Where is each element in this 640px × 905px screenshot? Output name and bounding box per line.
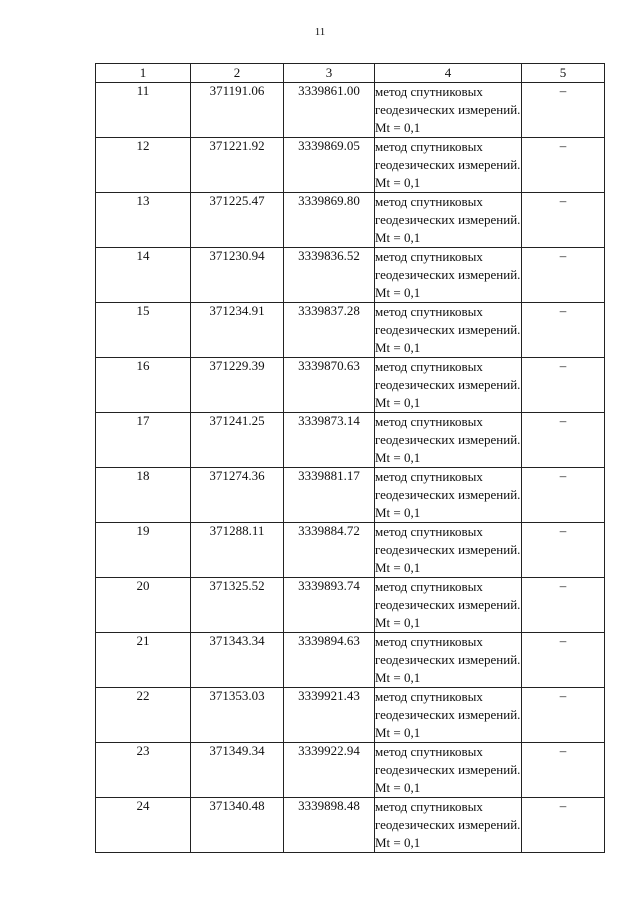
x-coordinate-cell: 371230.94 xyxy=(191,248,284,303)
point-number-cell: 20 xyxy=(96,578,191,633)
y-coordinate-cell: 3339869.05 xyxy=(284,138,375,193)
x-coordinate-cell: 371225.47 xyxy=(191,193,284,248)
point-number-cell: 21 xyxy=(96,633,191,688)
table-row xyxy=(96,303,605,358)
coordinates-table xyxy=(95,63,605,853)
y-coordinate-cell: 3339894.63 xyxy=(284,633,375,688)
table-row xyxy=(96,468,605,523)
x-coordinate-cell: 371229.39 xyxy=(191,358,284,413)
table-header-row xyxy=(96,64,605,83)
point-number-cell: 11 xyxy=(96,83,191,138)
table-row xyxy=(96,523,605,578)
method-cell: метод спутниковых геодезических измерений. Mt = 0,1 xyxy=(375,578,522,633)
method-cell: метод спутниковых геодезических измерений. Mt = 0,1 xyxy=(375,413,522,468)
x-coordinate-cell: 371340.48 xyxy=(191,798,284,853)
method-cell: метод спутниковых геодезических измерений. Mt = 0,1 xyxy=(375,798,522,853)
note-cell: – xyxy=(522,688,605,743)
y-coordinate-cell: 3339921.43 xyxy=(284,688,375,743)
table-row xyxy=(96,138,605,193)
column-header-2: 2 xyxy=(191,64,284,83)
y-coordinate-cell: 3339869.80 xyxy=(284,193,375,248)
method-cell: метод спутниковых геодезических измерений. Mt = 0,1 xyxy=(375,633,522,688)
method-cell: метод спутниковых геодезических измерений. Mt = 0,1 xyxy=(375,688,522,743)
y-coordinate-cell: 3339861.00 xyxy=(284,83,375,138)
table-row xyxy=(96,688,605,743)
method-cell: метод спутниковых геодезических измерений. Mt = 0,1 xyxy=(375,358,522,413)
point-number-cell: 17 xyxy=(96,413,191,468)
point-number-cell: 12 xyxy=(96,138,191,193)
method-cell: метод спутниковых геодезических измерений. Mt = 0,1 xyxy=(375,468,522,523)
note-cell: – xyxy=(522,633,605,688)
table-row xyxy=(96,83,605,138)
note-cell: – xyxy=(522,743,605,798)
table-row xyxy=(96,358,605,413)
point-number-cell: 19 xyxy=(96,523,191,578)
method-cell: метод спутниковых геодезических измерений. Mt = 0,1 xyxy=(375,138,522,193)
note-cell: – xyxy=(522,193,605,248)
x-coordinate-cell: 371221.92 xyxy=(191,138,284,193)
column-header-3: 3 xyxy=(284,64,375,83)
table-row xyxy=(96,248,605,303)
column-header-1: 1 xyxy=(96,64,191,83)
table-row xyxy=(96,798,605,853)
table-row xyxy=(96,413,605,468)
point-number-cell: 18 xyxy=(96,468,191,523)
method-cell: метод спутниковых геодезических измерений. Mt = 0,1 xyxy=(375,523,522,578)
x-coordinate-cell: 371288.11 xyxy=(191,523,284,578)
note-cell: – xyxy=(522,138,605,193)
table-body xyxy=(96,83,605,853)
note-cell: – xyxy=(522,798,605,853)
note-cell: – xyxy=(522,578,605,633)
x-coordinate-cell: 371191.06 xyxy=(191,83,284,138)
point-number-cell: 16 xyxy=(96,358,191,413)
y-coordinate-cell: 3339873.14 xyxy=(284,413,375,468)
x-coordinate-cell: 371349.34 xyxy=(191,743,284,798)
method-cell: метод спутниковых геодезических измерений. Mt = 0,1 xyxy=(375,83,522,138)
x-coordinate-cell: 371343.34 xyxy=(191,633,284,688)
table-row xyxy=(96,633,605,688)
page-number: 11 xyxy=(314,26,326,38)
note-cell: – xyxy=(522,468,605,523)
y-coordinate-cell: 3339884.72 xyxy=(284,523,375,578)
point-number-cell: 14 xyxy=(96,248,191,303)
note-cell: – xyxy=(522,303,605,358)
point-number-cell: 22 xyxy=(96,688,191,743)
method-cell: метод спутниковых геодезических измерений. Mt = 0,1 xyxy=(375,743,522,798)
y-coordinate-cell: 3339898.48 xyxy=(284,798,375,853)
note-cell: – xyxy=(522,358,605,413)
x-coordinate-cell: 371274.36 xyxy=(191,468,284,523)
note-cell: – xyxy=(522,83,605,138)
table-row xyxy=(96,193,605,248)
y-coordinate-cell: 3339881.17 xyxy=(284,468,375,523)
note-cell: – xyxy=(522,523,605,578)
method-cell: метод спутниковых геодезических измерений. Mt = 0,1 xyxy=(375,303,522,358)
note-cell: – xyxy=(522,248,605,303)
point-number-cell: 15 xyxy=(96,303,191,358)
method-cell: метод спутниковых геодезических измерений. Mt = 0,1 xyxy=(375,193,522,248)
column-header-4: 4 xyxy=(375,64,522,83)
y-coordinate-cell: 3339893.74 xyxy=(284,578,375,633)
y-coordinate-cell: 3339922.94 xyxy=(284,743,375,798)
point-number-cell: 24 xyxy=(96,798,191,853)
x-coordinate-cell: 371234.91 xyxy=(191,303,284,358)
x-coordinate-cell: 371241.25 xyxy=(191,413,284,468)
table-row xyxy=(96,578,605,633)
x-coordinate-cell: 371353.03 xyxy=(191,688,284,743)
column-header-5: 5 xyxy=(522,64,605,83)
y-coordinate-cell: 3339870.63 xyxy=(284,358,375,413)
x-coordinate-cell: 371325.52 xyxy=(191,578,284,633)
table-row xyxy=(96,743,605,798)
y-coordinate-cell: 3339837.28 xyxy=(284,303,375,358)
point-number-cell: 13 xyxy=(96,193,191,248)
point-number-cell: 23 xyxy=(96,743,191,798)
method-cell: метод спутниковых геодезических измерений. Mt = 0,1 xyxy=(375,248,522,303)
note-cell: – xyxy=(522,413,605,468)
y-coordinate-cell: 3339836.52 xyxy=(284,248,375,303)
